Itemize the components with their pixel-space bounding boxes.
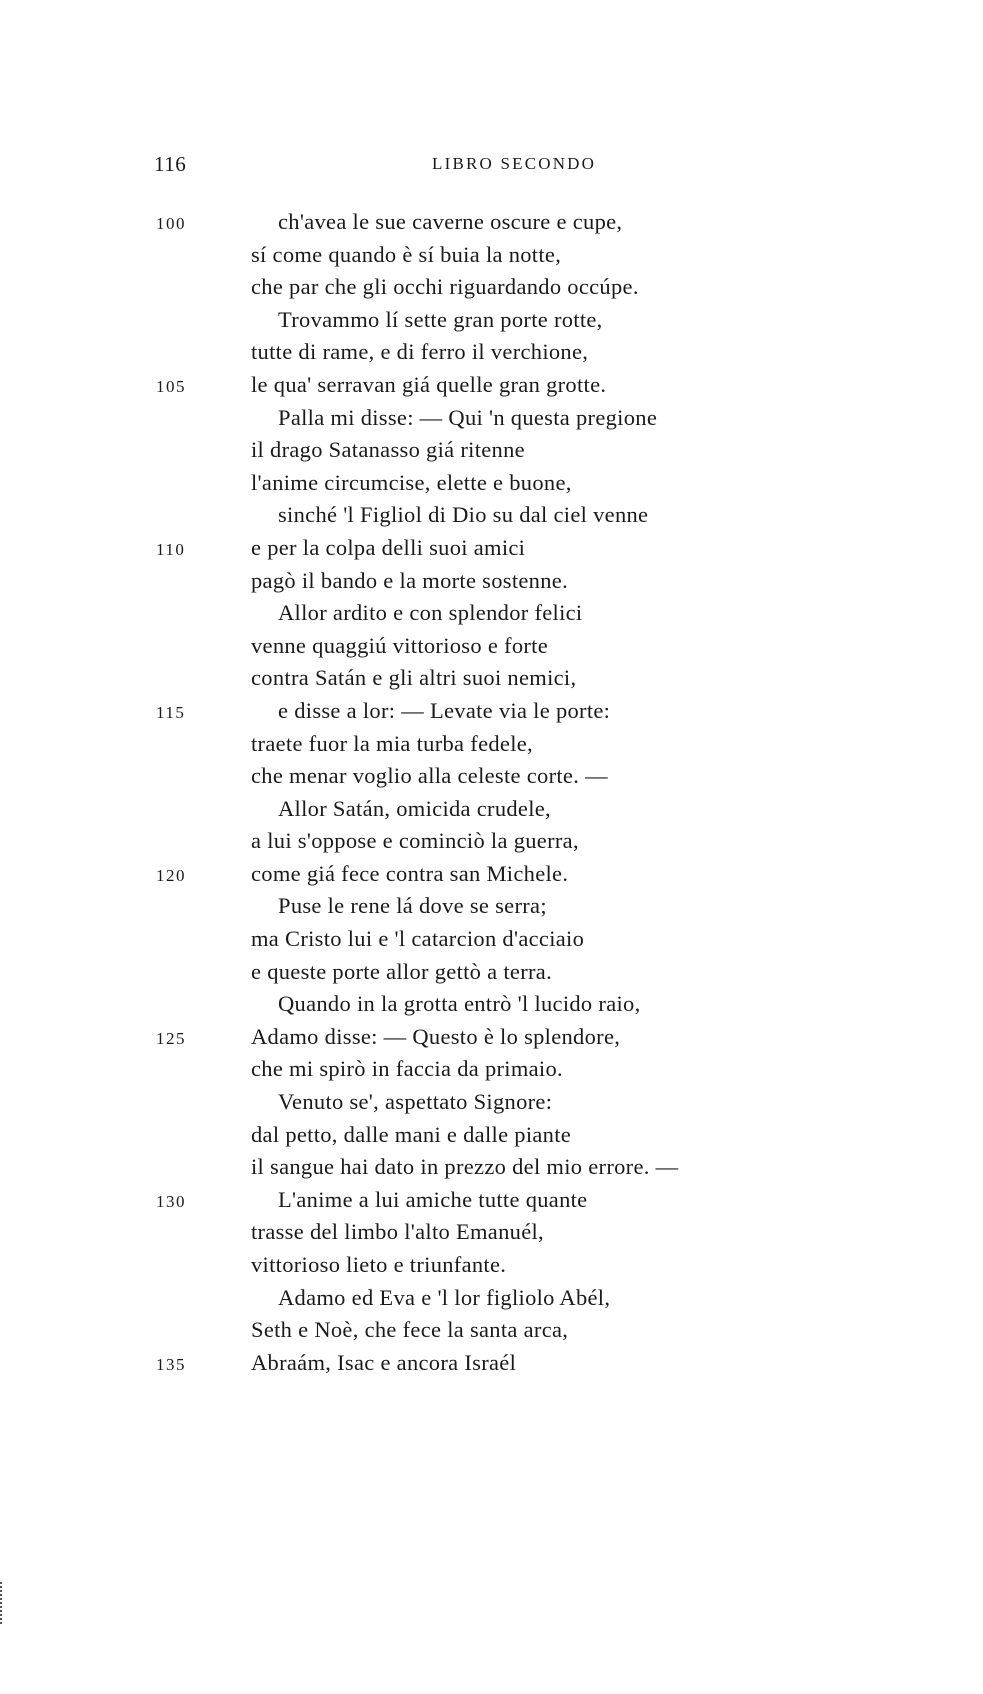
verse-line — [0, 402, 983, 435]
verse-line — [0, 662, 983, 695]
line-number: 125 — [156, 1028, 186, 1048]
verse-text: che mi spirò in faccia da primaio. — [251, 1056, 563, 1082]
line-number: 120 — [156, 865, 186, 885]
verse-text: e queste porte allor gettò a terra. — [251, 958, 552, 984]
verse-text: e per la colpa delli suoi amici — [251, 534, 526, 560]
verse-line — [0, 1184, 983, 1217]
verse-line — [0, 1151, 983, 1184]
verse-line — [0, 369, 983, 402]
verse-text: Quando in la grotta entrò 'l lucido raio, — [278, 991, 641, 1017]
verse-text: traete fuor la mia turba fedele, — [251, 730, 533, 756]
verse-text: Seth e Noè, che fece la santa arca, — [251, 1317, 569, 1343]
verse-text: Allor Satán, omicida crudele, — [278, 795, 551, 821]
verse-text: ma Cristo lui e 'l catarcion d'acciaio — [251, 926, 585, 952]
verse-text: Venuto se', aspettato Signore: — [278, 1089, 553, 1115]
verse-line — [0, 923, 983, 956]
poem-text — [0, 206, 983, 1379]
verse-line — [0, 1216, 983, 1249]
verse-text: e disse a lor: — Levate via le porte: — [278, 697, 611, 723]
line-number: 100 — [156, 214, 186, 233]
verse-line — [0, 597, 983, 630]
verse-line — [0, 1282, 983, 1315]
verse-text: contra Satán e gli altri suoi nemici, — [251, 665, 577, 691]
verse-text: Adamo disse: — Questo è lo splendore, — [251, 1023, 621, 1049]
verse-text: a lui s'oppose e cominciò la guerra, — [251, 828, 579, 854]
verse-text: tutte di rame, e di ferro il verchione, — [251, 339, 589, 365]
verse-text: come giá fece contra san Michele. — [251, 860, 569, 886]
running-head — [0, 152, 983, 182]
line-number: 110 — [156, 539, 186, 559]
verse-line — [0, 793, 983, 826]
verse-line — [0, 434, 983, 467]
verse-line — [0, 1249, 983, 1282]
line-number: 130 — [156, 1191, 186, 1211]
verse-line — [0, 1347, 983, 1380]
running-title: LIBRO SECONDO — [432, 154, 597, 173]
verse-line — [0, 206, 983, 239]
verse-text: l'anime circumcise, elette e buone, — [251, 469, 572, 495]
verse-text: sí come quando è sí buia la notte, — [251, 241, 562, 267]
verse-line — [0, 825, 983, 858]
verse-line — [0, 532, 983, 565]
verse-line — [0, 336, 983, 369]
verse-text: ch'avea le sue caverne oscure e cupe, — [278, 209, 623, 234]
verse-text: dal petto, dalle mani e dalle piante — [251, 1121, 572, 1147]
verse-text: Puse le rene lá dove se serra; — [278, 893, 547, 919]
verse-line — [0, 304, 983, 337]
page-number: 116 — [154, 152, 187, 176]
verse-line — [0, 467, 983, 500]
verse-line — [0, 499, 983, 532]
verse-text: pagò il bando e la morte sostenne. — [251, 567, 568, 593]
verse-line — [0, 630, 983, 663]
verse-text: Trovammo lí sette gran porte rotte, — [278, 306, 603, 332]
verse-text: il drago Satanasso giá ritenne — [251, 437, 525, 463]
verse-text: Palla mi disse: — Qui 'n questa pregione — [278, 404, 658, 430]
verse-line — [0, 1119, 983, 1152]
verse-text: venne quaggiú vittorioso e forte — [251, 632, 549, 658]
verse-line — [0, 239, 983, 272]
verse-line — [0, 1053, 983, 1086]
verse-text: le qua' serravan giá quelle gran grotte. — [251, 371, 607, 397]
verse-line — [0, 271, 983, 304]
verse-text: che par che gli occhi riguardando occúpe. — [251, 274, 639, 300]
verse-text: Adamo ed Eva e 'l lor figliolo Abél, — [278, 1284, 611, 1310]
verse-line — [0, 1086, 983, 1119]
line-number: 105 — [156, 376, 186, 396]
line-number: 135 — [156, 1354, 186, 1374]
verse-line — [0, 890, 983, 923]
verse-line — [0, 858, 983, 891]
line-number: 115 — [156, 702, 186, 722]
verse-line — [0, 956, 983, 989]
verse-text: il sangue hai dato in prezzo del mio errore. — — [251, 1154, 679, 1180]
verse-line — [0, 988, 983, 1021]
verse-line — [0, 728, 983, 761]
verse-line — [0, 760, 983, 793]
verse-text: sinché 'l Figliol di Dio su dal ciel venne — [278, 502, 649, 528]
scan-edge-mark — [0, 1582, 6, 1624]
verse-text: Allor ardito e con splendor felici — [278, 600, 583, 626]
verse-line — [0, 1021, 983, 1054]
verse-text: Abraám, Isac e ancora Israél — [251, 1349, 517, 1375]
verse-text: L'anime a lui amiche tutte quante — [278, 1186, 588, 1212]
verse-text: vittorioso lieto e triunfante. — [251, 1252, 507, 1277]
verse-line — [0, 565, 983, 598]
verse-line — [0, 695, 983, 728]
verse-line — [0, 1314, 983, 1347]
verse-text: trasse del limbo l'alto Emanuél, — [251, 1219, 544, 1245]
verse-text: che menar voglio alla celeste corte. — — [251, 763, 608, 789]
